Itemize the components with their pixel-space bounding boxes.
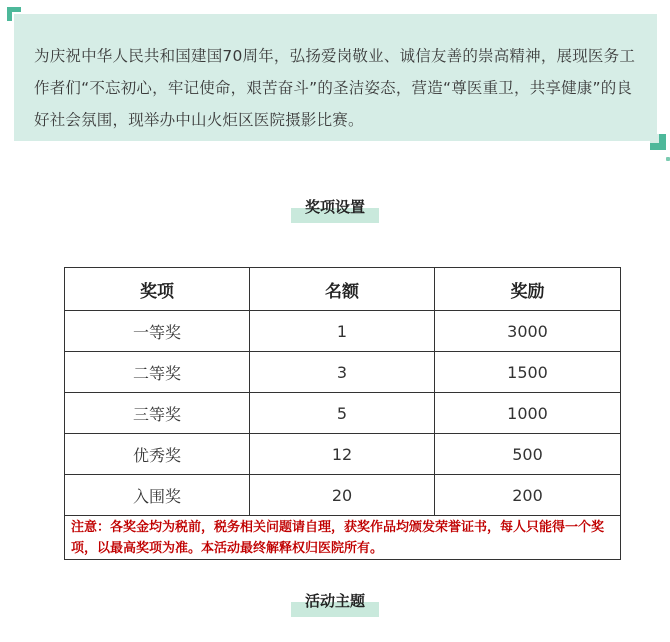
table-row bbox=[65, 475, 621, 516]
award-name: 一等奖 bbox=[65, 311, 250, 352]
award-count: 3 bbox=[250, 352, 435, 393]
award-name: 入围奖 bbox=[65, 475, 250, 516]
table-row bbox=[65, 311, 621, 352]
award-reward: 1000 bbox=[435, 393, 621, 434]
table-row bbox=[65, 393, 621, 434]
corner-decoration-bottom-right bbox=[650, 134, 666, 150]
table-row bbox=[65, 434, 621, 475]
table-header-row bbox=[65, 268, 621, 311]
header-reward: 奖励 bbox=[435, 268, 621, 311]
award-reward: 200 bbox=[435, 475, 621, 516]
intro-text: 为庆祝中华人民共和国建国70周年，弘扬爱岗敬业、诚信友善的崇高精神，展现医务工作者们“不忘初心，牢记使命，艰苦奋斗”的圣洁姿态，营造“尊医重卫，共享健康”的良好社会氛围，现举办中山火炬区医院摄影比赛。 bbox=[34, 47, 636, 129]
header-count: 名额 bbox=[250, 268, 435, 311]
award-name: 优秀奖 bbox=[65, 434, 250, 475]
award-count: 20 bbox=[250, 475, 435, 516]
theme-section-title bbox=[291, 590, 379, 612]
awards-section-title-text: 奖项设置 bbox=[304, 198, 365, 216]
awards-table bbox=[64, 267, 621, 560]
award-count: 12 bbox=[250, 434, 435, 475]
awards-section-title bbox=[291, 196, 379, 218]
award-reward: 3000 bbox=[435, 311, 621, 352]
award-reward: 1500 bbox=[435, 352, 621, 393]
theme-section-title-text: 活动主题 bbox=[304, 592, 365, 610]
header-award: 奖项 bbox=[65, 268, 250, 311]
award-count: 1 bbox=[250, 311, 435, 352]
intro-box bbox=[14, 14, 657, 141]
decorative-dot bbox=[666, 157, 670, 161]
award-count: 5 bbox=[250, 393, 435, 434]
table-row bbox=[65, 352, 621, 393]
note-row bbox=[65, 516, 621, 560]
award-name: 二等奖 bbox=[65, 352, 250, 393]
award-reward: 500 bbox=[435, 434, 621, 475]
award-name: 三等奖 bbox=[65, 393, 250, 434]
awards-note: 注意：各奖金均为税前，税务相关问题请自理，获奖作品均颁发荣誉证书，每人只能得一个奖项，以最高奖项为准。本活动最终解释权归医院所有。 bbox=[65, 516, 621, 560]
